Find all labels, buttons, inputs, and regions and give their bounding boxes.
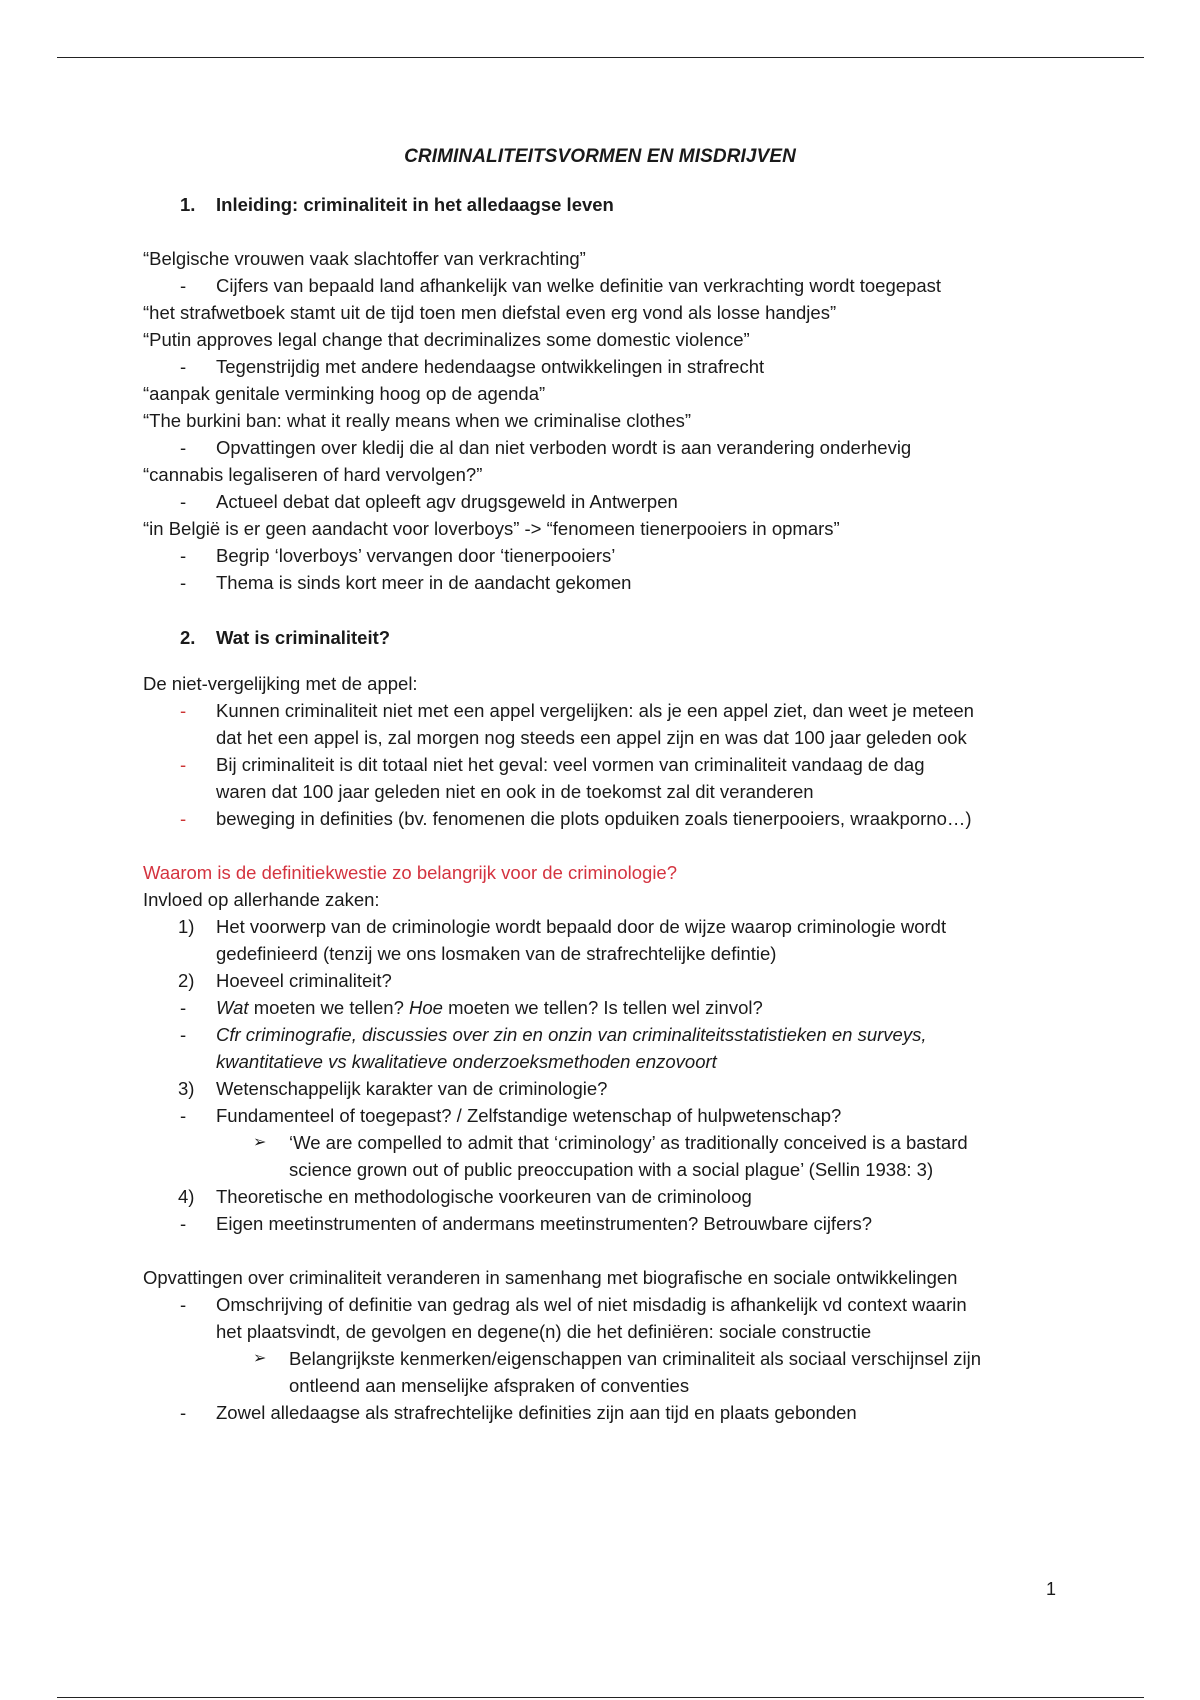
quote-line: “het strafwetboek stamt uit de tijd toen men diefstal even erg vond als losse handjes” [143, 302, 837, 323]
bullet-text-cont: dat het een appel is, zal morgen nog steeds een appel zijn en was dat 100 jaar geleden ook [216, 727, 967, 748]
quote-line: “Putin approves legal change that decriminalizes some domestic violence” [143, 329, 750, 350]
bullet-text: Actueel debat dat opleeft agv drugsgeweld in Antwerpen [216, 491, 678, 512]
section-title: Inleiding: criminaliteit in het alledaagse leven [216, 194, 614, 215]
arrow-bullet-icon: ➢ [253, 1134, 267, 1151]
bullet-text: Bij criminaliteit is dit totaal niet het geval: veel vormen van criminaliteit vandaag de dag [216, 754, 925, 775]
quote-line: “The burkini ban: what it really means when we criminalise clothes” [143, 410, 692, 431]
quote-text-cont: science grown out of public preoccupation with a social plague’ (Sellin 1938: 3) [289, 1159, 934, 1180]
bullet-text: Begrip ‘loverboys’ vervangen door ‘tienerpooiers’ [216, 545, 616, 566]
header-rule [57, 57, 1144, 58]
arrow-bullet-icon: ➢ [253, 1350, 267, 1367]
section-number: 1. [180, 194, 196, 215]
list-number: 4) [178, 1186, 195, 1207]
dash-marker: - [180, 997, 187, 1018]
dash-marker: - [180, 1105, 187, 1126]
list-number: 1) [178, 916, 195, 937]
dash-marker: - [180, 545, 187, 566]
list-text: Theoretische en methodologische voorkeuren van de criminoloog [216, 1186, 752, 1207]
list-number: 3) [178, 1078, 195, 1099]
sub-bullet-text-cont: ontleend aan menselijke afspraken of conventies [289, 1375, 690, 1396]
bullet-text: Tegenstrijdig met andere hedendaagse ontwikkelingen in strafrecht [216, 356, 765, 377]
dash-marker: - [180, 1213, 187, 1234]
quote-line: “aanpak genitale verminking hoog op de agenda” [143, 383, 546, 404]
bullet-text: Omschrijving of definitie van gedrag als wel of niet misdadig is afhankelijk vd context waarin [216, 1294, 967, 1315]
bullet-text: Cfr criminografie, discussies over zin en onzin van criminaliteitsstatistieken en surveys, [216, 1024, 927, 1045]
dash-marker: - [180, 572, 187, 593]
red-question: Waarom is de definitiekwestie zo belangrijk voor de criminologie? [143, 862, 678, 883]
list-text: Wetenschappelijk karakter van de criminologie? [216, 1078, 608, 1099]
dash-marker: - [180, 700, 187, 721]
dash-marker: - [180, 1024, 187, 1045]
italic-word: Wat [216, 997, 249, 1018]
bullet-text-cont: het plaatsvindt, de gevolgen en degene(n) die het definiëren: sociale constructie [216, 1321, 872, 1342]
dash-marker: - [180, 275, 187, 296]
dash-marker: - [180, 754, 187, 775]
section-number: 2. [180, 627, 196, 648]
text-segment: moeten we tellen? Is tellen wel zinvol? [442, 997, 763, 1018]
bullet-text: Opvattingen over kledij die al dan niet verboden wordt is aan verandering onderhevig [216, 437, 912, 458]
bullet-text-cont: kwantitatieve vs kwalitatieve onderzoeksmethoden enzovoort [216, 1051, 717, 1072]
list-number: 2) [178, 970, 195, 991]
dash-marker: - [180, 1402, 187, 1423]
bullet-text: Cijfers van bepaald land afhankelijk van welke definitie van verkrachting wordt toegepast [216, 275, 942, 296]
bullet-text: Thema is sinds kort meer in de aandacht gekomen [216, 572, 632, 593]
italic-word: Hoe [409, 997, 443, 1018]
quote-line: “cannabis legaliseren of hard vervolgen?” [143, 464, 483, 485]
quote-line: “in België is er geen aandacht voor loverboys” -> “fenomeen tienerpooiers in opmars” [143, 518, 840, 539]
list-text: Hoeveel criminaliteit? [216, 970, 392, 991]
text-segment: moeten we tellen? [248, 997, 409, 1018]
paragraph-line: De niet-vergelijking met de appel: [143, 673, 418, 694]
bullet-text: Kunnen criminaliteit niet met een appel vergelijken: als je een appel ziet, dan weet je meteen [216, 700, 974, 721]
dash-marker: - [180, 1294, 187, 1315]
dash-marker: - [180, 491, 187, 512]
bullet-text [216, 997, 763, 1019]
paragraph-line: Opvattingen over criminaliteit veranderen in samenhang met biografische en sociale ontwikkelingen [143, 1267, 958, 1288]
quote-line: “Belgische vrouwen vaak slachtoffer van verkrachting” [143, 248, 586, 269]
bullet-text: beweging in definities (bv. fenomenen die plots opduiken zoals tienerpooiers, wraakporno…) [216, 808, 972, 829]
sub-bullet-text: Belangrijkste kenmerken/eigenschappen van criminaliteit als sociaal verschijnsel zijn [289, 1348, 982, 1369]
dash-marker: - [180, 808, 187, 829]
bullet-text: Zowel alledaagse als strafrechtelijke definities zijn aan tijd en plaats gebonden [216, 1402, 857, 1423]
list-text-cont: gedefinieerd (tenzij we ons losmaken van de strafrechtelijke defintie) [216, 943, 777, 964]
paragraph-line: Invloed op allerhande zaken: [143, 889, 380, 910]
bullet-text: Eigen meetinstrumenten of andermans meetinstrumenten? Betrouwbare cijfers? [216, 1213, 873, 1234]
section-title: Wat is criminaliteit? [216, 627, 391, 648]
page-number: 1 [1046, 1579, 1057, 1599]
bullet-text-cont: waren dat 100 jaar geleden niet en ook in de toekomst zal dit veranderen [216, 781, 814, 802]
document-title: CRIMINALITEITSVORMEN EN MISDRIJVEN [404, 146, 796, 167]
footer-rule [57, 1697, 1144, 1698]
list-text: Het voorwerp van de criminologie wordt bepaald door de wijze waarop criminologie wordt [216, 916, 947, 937]
bullet-text: Fundamenteel of toegepast? / Zelfstandige wetenschap of hulpwetenschap? [216, 1105, 842, 1126]
dash-marker: - [180, 356, 187, 377]
dash-marker: - [180, 437, 187, 458]
quote-text: ‘We are compelled to admit that ‘criminology’ as traditionally conceived is a bastard [289, 1132, 968, 1153]
